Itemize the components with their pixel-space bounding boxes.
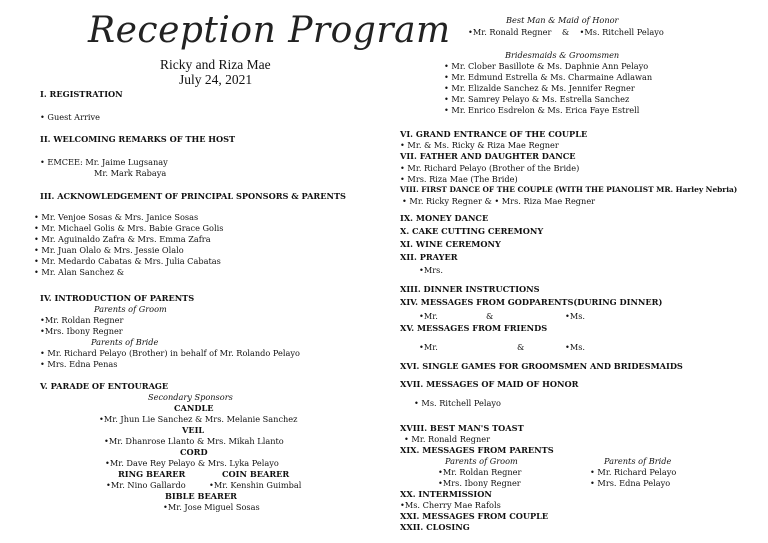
subheading-parents-bride: Parents of Bride [604, 456, 672, 466]
section-grand-entrance: VI. GRAND ENTRANCE OF THE COUPLE [400, 129, 588, 139]
section-maid-of-honor: XVII. MESSAGES OF MAID OF HONOR [400, 379, 579, 389]
list-item: Mr. Mark Rabaya [94, 168, 167, 178]
section-welcoming-remarks: II. WELCOMING REMARKS OF THE HOST [40, 134, 236, 144]
list-item: • Mrs. Edna Penas [40, 359, 118, 369]
list-item: • Mr. Samrey Pelayo & Ms. Estrella Sanchez [444, 94, 630, 104]
list-item: •Ms. [565, 311, 586, 321]
subheading-candle: CANDLE [174, 403, 214, 413]
list-item: • Mrs. Edna Pelayo [590, 478, 671, 488]
list-item: •Ms. [565, 342, 586, 352]
list-item: •Mr. Jhun Lie Sanchez & Mrs. Melanie Sanchez [99, 414, 298, 424]
subheading-cord: CORD [180, 447, 208, 457]
list-item: •Mr. Roldan Regner [438, 467, 522, 477]
section-closing: XXII. CLOSING [400, 522, 470, 532]
list-item: •Mrs. [419, 265, 443, 275]
subheading-parents-groom: Parents of Groom [445, 456, 518, 466]
couple-names: Ricky and Riza Mae [160, 57, 271, 72]
bridesmaids-list [444, 61, 652, 116]
subheading-bible-bearer: BIBLE BEARER [165, 491, 237, 501]
event-date: July 24, 2021 [179, 72, 253, 87]
subheading-secondary-sponsors: Secondary Sponsors [148, 392, 233, 402]
list-item: • Mr. Aguinaldo Zafra & Mrs. Emma Zafra [34, 234, 211, 244]
section-dinner-instructions: XIII. DINNER INSTRUCTIONS [400, 284, 540, 294]
list-item: • Mr. & Ms. Ricky & Riza Mae Regner [400, 140, 559, 150]
section-prayer: XII. PRAYER [400, 252, 458, 262]
list-item: & [517, 342, 525, 352]
list-item: • EMCEE: Mr. Jaime Lugsanay [40, 157, 168, 167]
subheading-veil: VEIL [182, 425, 205, 435]
list-item: •Mr. Jose Miguel Sosas [163, 502, 260, 512]
list-item: •Mr. Nino Gallardo [106, 480, 186, 490]
section-registration: I. REGISTRATION [40, 89, 123, 99]
list-item: • Mr. Medardo Cabatas & Mrs. Julia Cabatas [34, 256, 221, 266]
list-item: • Guest Arrive [40, 112, 101, 122]
list-item: • Mr. Michael Golis & Mrs. Babie Grace Golis [34, 223, 224, 233]
section-single-games: XVI. SINGLE GAMES FOR GROOMSMEN AND BRIDESMAIDS [400, 361, 683, 371]
section-acknowledgement: III. ACKNOWLEDGEMENT OF PRINCIPAL SPONSORS & PARENTS [40, 191, 346, 201]
subheading-parents-groom: Parents of Groom [94, 304, 167, 314]
list-item: • Mr. Edmund Estrella & Ms. Charmaine Adlawan [444, 72, 653, 82]
list-item: •Ms. Cherry Mae Rafols [400, 500, 501, 510]
list-item: • Mr. Elizalde Sanchez & Ms. Jennifer Regner [444, 83, 635, 93]
list-item: • Mr. Ronald Regner [404, 434, 491, 444]
section-cake-cutting: X. CAKE CUTTING CEREMONY [400, 226, 544, 236]
list-item: • Mr. Richard Pelayo (Brother of the Bride) [400, 163, 580, 173]
sponsor-list [34, 212, 223, 278]
subheading-parents-bride: Parents of Bride [91, 337, 159, 347]
list-item: • Mr. Richard Pelayo [590, 467, 677, 477]
list-item: • Mrs. Riza Mae (The Bride) [400, 174, 518, 184]
section-messages-godparents: XIV. MESSAGES FROM GODPARENTS(DURING DINNER) [400, 297, 663, 307]
section-wine-ceremony: XI. WINE CEREMONY [400, 239, 501, 249]
section-messages-friends: XV. MESSAGES FROM FRIENDS [400, 323, 548, 333]
section-messages-couple: XXI. MESSAGES FROM COUPLE [400, 511, 549, 521]
list-item: • Mr. Enrico Esdrelon & Ms. Erica Faye Estrell [444, 105, 640, 115]
list-item: • Mr. Juan Olalo & Mrs. Jessie Olalo [34, 245, 184, 255]
section-parade-entourage: V. PARADE OF ENTOURAGE [40, 381, 169, 391]
list-item: • Mr. Alan Sanchez & [34, 267, 124, 277]
list-item: •Mr. [419, 342, 438, 352]
section-first-dance: VIII. FIRST DANCE OF THE COUPLE (WITH THE PIANOLIST MR. Harley Nebria) [400, 185, 738, 194]
section-best-mans-toast: XVIII. BEST MAN'S TOAST [400, 423, 524, 433]
subheading-coin-bearer: COIN BEARER [222, 469, 290, 479]
subheading-bridesmaids: Bridesmaids & Groomsmen [505, 50, 620, 60]
list-item: •Mrs. Ibony Regner [40, 326, 123, 336]
list-item: •Mr. Roldan Regner [40, 315, 124, 325]
list-item: •Mr. [419, 311, 438, 321]
list-item: •Mr. Kenshin Guimbal [209, 480, 302, 490]
section-intermission: XX. INTERMISSION [400, 489, 492, 499]
section-father-daughter-dance: VII. FATHER AND DAUGHTER DANCE [400, 151, 576, 161]
list-item: • Mr. Richard Pelayo (Brother) in behalf of Mr. Rolando Pelayo [40, 348, 300, 358]
list-item: • Mr. Venjoe Sosas & Mrs. Janice Sosas [34, 212, 199, 222]
section-money-dance: IX. MONEY DANCE [400, 213, 489, 223]
list-item: •Mr. Dhanrose Llanto & Mrs. Mikah Llanto [104, 436, 284, 446]
list-item: •Mr. Dave Rey Pelayo & Mrs. Lyka Pelayo [105, 458, 279, 468]
list-item: • Ms. Ritchell Pelayo [414, 398, 501, 408]
section-messages-parents: XIX. MESSAGES FROM PARENTS [400, 445, 554, 455]
list-item: • Mr. Ricky Regner & • Mrs. Riza Mae Regner [402, 196, 596, 206]
subheading-best-man: Best Man & Maid of Honor [506, 15, 619, 25]
page-title: Reception Program [88, 10, 451, 51]
list-item: •Mr. Ronald Regner & •Ms. Ritchell Pelayo [468, 27, 664, 37]
section-introduction-parents: IV. INTRODUCTION OF PARENTS [40, 293, 195, 303]
list-item: & [486, 311, 494, 321]
list-item: • Mr. Clober Basillote & Ms. Daphnie Ann Pelayo [444, 61, 649, 71]
subheading-ring-bearer: RING BEARER [118, 469, 186, 479]
list-item: •Mrs. Ibony Regner [438, 478, 521, 488]
